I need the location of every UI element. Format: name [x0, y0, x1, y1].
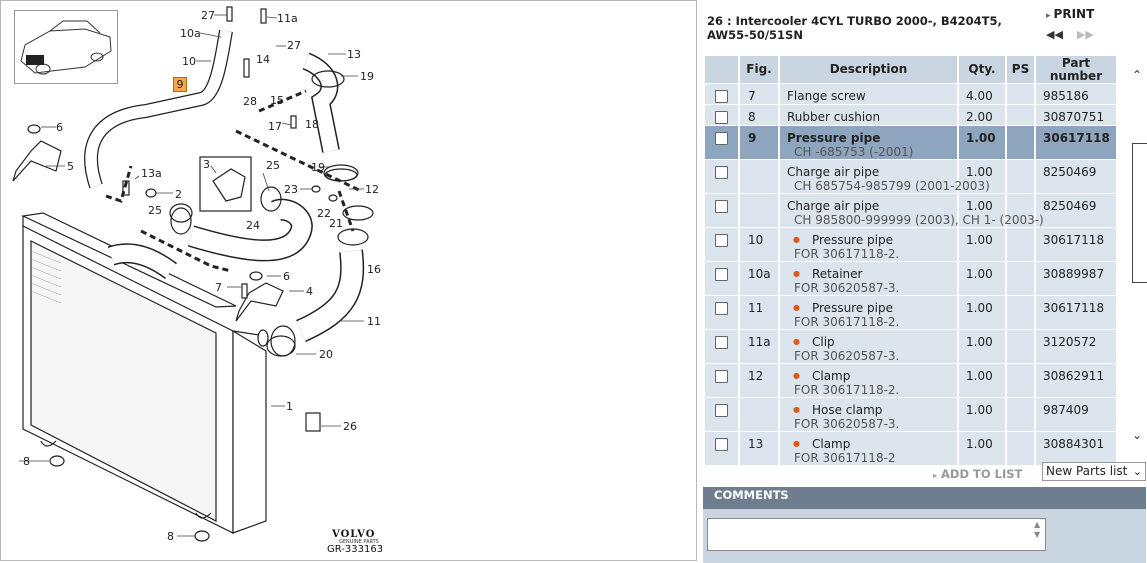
- row-checkbox[interactable]: [715, 438, 728, 451]
- parts-list[interactable]: [703, 84, 1136, 465]
- diagram-drawing: [1, 1, 698, 562]
- callout-15[interactable]: 15: [270, 94, 284, 107]
- row-qty: 1.00: [966, 267, 993, 281]
- bullet-icon: ●: [793, 371, 800, 380]
- callout-11a[interactable]: 11a: [277, 12, 298, 25]
- highlighted-callout-9[interactable]: 9: [173, 77, 187, 92]
- callout-10a[interactable]: 10a: [180, 27, 201, 40]
- row-checkbox[interactable]: [715, 404, 728, 417]
- row-qty: 1.00: [966, 335, 993, 349]
- callout-17[interactable]: 17: [268, 120, 282, 133]
- previous-page-icon[interactable]: ◀◀: [1046, 28, 1063, 41]
- callout-11[interactable]: 11: [367, 315, 381, 328]
- row-checkbox[interactable]: [715, 166, 728, 179]
- row-description-text: Clip: [811, 335, 835, 349]
- row-part-number: 8250469: [1043, 165, 1097, 179]
- row-qty: 1.00: [966, 165, 993, 179]
- table-cell-bg: [740, 160, 778, 193]
- car-thumbnail: [14, 10, 118, 84]
- row-checkbox[interactable]: [715, 268, 728, 281]
- table-row[interactable]: [703, 194, 1136, 227]
- callout-6b[interactable]: 6: [283, 270, 290, 283]
- pager: [1046, 28, 1094, 41]
- diagram-ref: GR-333163: [327, 544, 384, 555]
- row-fig: 9: [748, 131, 757, 145]
- row-part-number: 30617118: [1043, 131, 1110, 145]
- row-fig: 10: [748, 233, 764, 247]
- table-row[interactable]: [703, 330, 1136, 363]
- chevron-right-icon: ▸: [1046, 11, 1051, 21]
- bullet-icon: ●: [793, 405, 800, 414]
- table-row[interactable]: [703, 296, 1136, 329]
- row-description-text: Pressure pipe: [811, 301, 893, 315]
- callout-16[interactable]: 16: [367, 263, 381, 276]
- row-part-number: 30617118: [1043, 301, 1105, 315]
- header-part-number: Part number: [1036, 56, 1116, 83]
- row-fig: 12: [748, 369, 764, 383]
- table-row[interactable]: [703, 398, 1136, 431]
- row-description-text: Pressure pipe: [787, 131, 881, 145]
- row-note: FOR 30617118-2.: [794, 315, 900, 329]
- callout-14[interactable]: 14: [256, 53, 270, 66]
- table-cell-bg: [740, 84, 778, 104]
- row-part-number: 985186: [1043, 89, 1089, 103]
- callout-21[interactable]: 21: [329, 217, 343, 230]
- row-qty: 1.00: [966, 437, 993, 451]
- row-part-number: 8250469: [1043, 199, 1097, 213]
- callout-3[interactable]: 3: [203, 158, 210, 171]
- row-description-text: Charge air pipe: [787, 199, 880, 213]
- callout-6a[interactable]: 6: [56, 121, 63, 134]
- callout-19b[interactable]: 19: [311, 161, 325, 174]
- row-checkbox[interactable]: [715, 336, 728, 349]
- row-qty: 1.00: [966, 403, 993, 417]
- row-note: FOR 30620587-3.: [794, 417, 900, 431]
- header-qty: Qty.: [959, 56, 1005, 83]
- scroll-up-icon[interactable]: ⌃: [1132, 68, 1143, 82]
- row-fig: 7: [748, 89, 756, 103]
- table-row[interactable]: [703, 126, 1136, 159]
- table-cell-bg: [740, 398, 778, 431]
- row-part-number: 30862911: [1043, 369, 1105, 383]
- row-qty: 1.00: [966, 369, 993, 383]
- bullet-icon: ●: [793, 439, 800, 448]
- row-checkbox[interactable]: [715, 302, 728, 315]
- print-button[interactable]: [1046, 7, 1094, 21]
- row-description-text: Rubber cushion: [787, 110, 881, 124]
- comments-section: [703, 487, 1146, 563]
- volvo-logo: VOLVO: [332, 529, 376, 540]
- add-to-list-label: ADD TO LIST: [941, 467, 1023, 481]
- bullet-icon: ●: [793, 337, 800, 346]
- bullet-icon: ●: [793, 269, 800, 278]
- table-row[interactable]: [703, 105, 1136, 125]
- table-cell-bg: [740, 105, 778, 125]
- row-qty: 1.00: [966, 199, 993, 213]
- bullet-icon: ●: [793, 303, 800, 312]
- row-note: CH 685754-985799 (2001-2003): [794, 179, 990, 193]
- row-description-text: Pressure pipe: [811, 233, 893, 247]
- callout-2[interactable]: 2: [175, 188, 182, 201]
- row-checkbox[interactable]: [715, 234, 728, 247]
- row-note: FOR 30620587-3.: [794, 349, 900, 363]
- callout-25a[interactable]: 25: [266, 159, 280, 172]
- callout-18[interactable]: 18: [305, 118, 319, 131]
- header-select: [705, 56, 738, 83]
- comments-label: COMMENTS: [714, 488, 789, 502]
- row-description-text: Hose clamp: [811, 403, 883, 417]
- row-note: FOR 30620587-3.: [794, 281, 900, 295]
- row-qty: 1.00: [966, 131, 996, 145]
- callout-13a[interactable]: 13a: [141, 167, 162, 180]
- callout-24[interactable]: 24: [246, 219, 260, 232]
- row-fig: 13: [748, 437, 764, 451]
- table-row[interactable]: [703, 432, 1136, 465]
- row-description-text: Clamp: [811, 437, 851, 451]
- bullet-icon: ●: [793, 235, 800, 244]
- table-row[interactable]: [703, 160, 1136, 193]
- callout-10[interactable]: 10: [182, 55, 196, 68]
- callout-25b[interactable]: 25: [148, 204, 162, 217]
- row-qty: 2.00: [966, 110, 993, 124]
- row-description-text: Retainer: [811, 267, 863, 281]
- row-note: FOR 30617118-2.: [794, 247, 900, 261]
- callout-19a[interactable]: 19: [360, 70, 374, 83]
- comments-header: [703, 487, 1146, 509]
- row-fig: 8: [748, 110, 756, 124]
- callout-5[interactable]: 5: [67, 160, 74, 173]
- next-page-icon[interactable]: ▶▶: [1076, 28, 1094, 41]
- callout-26[interactable]: 26: [343, 420, 357, 433]
- textarea-spin-icon: ▲ ▼: [1034, 520, 1041, 539]
- row-fig: 11: [748, 301, 764, 315]
- callout-13[interactable]: 13: [347, 48, 361, 61]
- print-label: PRINT: [1053, 7, 1095, 21]
- row-note: CH 985800-999999 (2003), CH 1- (2003-): [794, 213, 1044, 227]
- table-row[interactable]: [703, 262, 1136, 295]
- callout-8b[interactable]: 8: [167, 530, 174, 543]
- comments-field[interactable]: [707, 518, 1046, 551]
- parts-list-select-value: New Parts list: [1046, 464, 1128, 478]
- table-cell-bg: [740, 126, 778, 159]
- callout-27b[interactable]: 27: [287, 39, 301, 52]
- add-to-list-button[interactable]: [933, 467, 1022, 481]
- row-part-number: 30617118: [1043, 233, 1105, 247]
- callout-20[interactable]: 20: [319, 348, 333, 361]
- callout-1[interactable]: 1: [286, 400, 293, 413]
- chevron-right-icon: ▸: [933, 471, 938, 480]
- row-fig: 10a: [748, 267, 771, 281]
- header-fig: Fig.: [740, 56, 778, 83]
- row-note: FOR 30617118-2: [794, 451, 896, 465]
- callout-28[interactable]: 28: [243, 95, 257, 108]
- row-note: FOR 30617118-2.: [794, 383, 900, 397]
- callout-8a[interactable]: 8: [23, 455, 30, 468]
- callout-7[interactable]: 7: [215, 281, 222, 294]
- row-fig: 11a: [748, 335, 771, 349]
- row-qty: 4.00: [966, 89, 993, 103]
- row-checkbox[interactable]: [715, 132, 728, 145]
- row-qty: 1.00: [966, 233, 993, 247]
- scroll-track[interactable]: [1132, 143, 1147, 283]
- row-description-text: Charge air pipe: [787, 165, 880, 179]
- table-row[interactable]: [703, 364, 1136, 397]
- row-checkbox[interactable]: [715, 370, 728, 383]
- header-ps: PS: [1007, 56, 1034, 83]
- row-part-number: 987409: [1043, 403, 1089, 417]
- row-qty: 1.00: [966, 301, 993, 315]
- row-part-number: 30889987: [1043, 267, 1105, 281]
- callout-4[interactable]: 4: [306, 285, 313, 298]
- table-row[interactable]: [703, 84, 1136, 104]
- header-description: Description: [780, 56, 957, 83]
- chevron-down-icon: ⌄: [1132, 465, 1142, 478]
- section-title: 26 : Intercooler 4CYL TURBO 2000-, B4204T5, AW55-50/51SN: [707, 14, 1002, 42]
- row-description-text: Clamp: [811, 369, 851, 383]
- table-cell-bg: [740, 194, 778, 227]
- row-checkbox[interactable]: [715, 111, 728, 124]
- row-part-number: 3120572: [1043, 335, 1097, 349]
- callout-12[interactable]: 12: [365, 183, 379, 196]
- scroll-down-icon[interactable]: ⌄: [1132, 428, 1143, 442]
- parts-list-select[interactable]: [1042, 462, 1146, 481]
- row-part-number: 30870751: [1043, 110, 1105, 124]
- callout-23[interactable]: 23: [284, 183, 298, 196]
- row-checkbox[interactable]: [715, 200, 728, 213]
- table-row[interactable]: [703, 228, 1136, 261]
- genuine-parts-text: GENUINE PARTS: [339, 539, 379, 545]
- row-part-number: 30884301: [1043, 437, 1105, 451]
- row-checkbox[interactable]: [715, 90, 728, 103]
- row-note: CH -685753 (-2001): [794, 145, 914, 159]
- parts-panel: [703, 0, 1146, 563]
- row-description-text: Flange screw: [787, 89, 866, 103]
- callout-22[interactable]: 22: [317, 207, 331, 220]
- callout-27a[interactable]: 27: [201, 9, 215, 22]
